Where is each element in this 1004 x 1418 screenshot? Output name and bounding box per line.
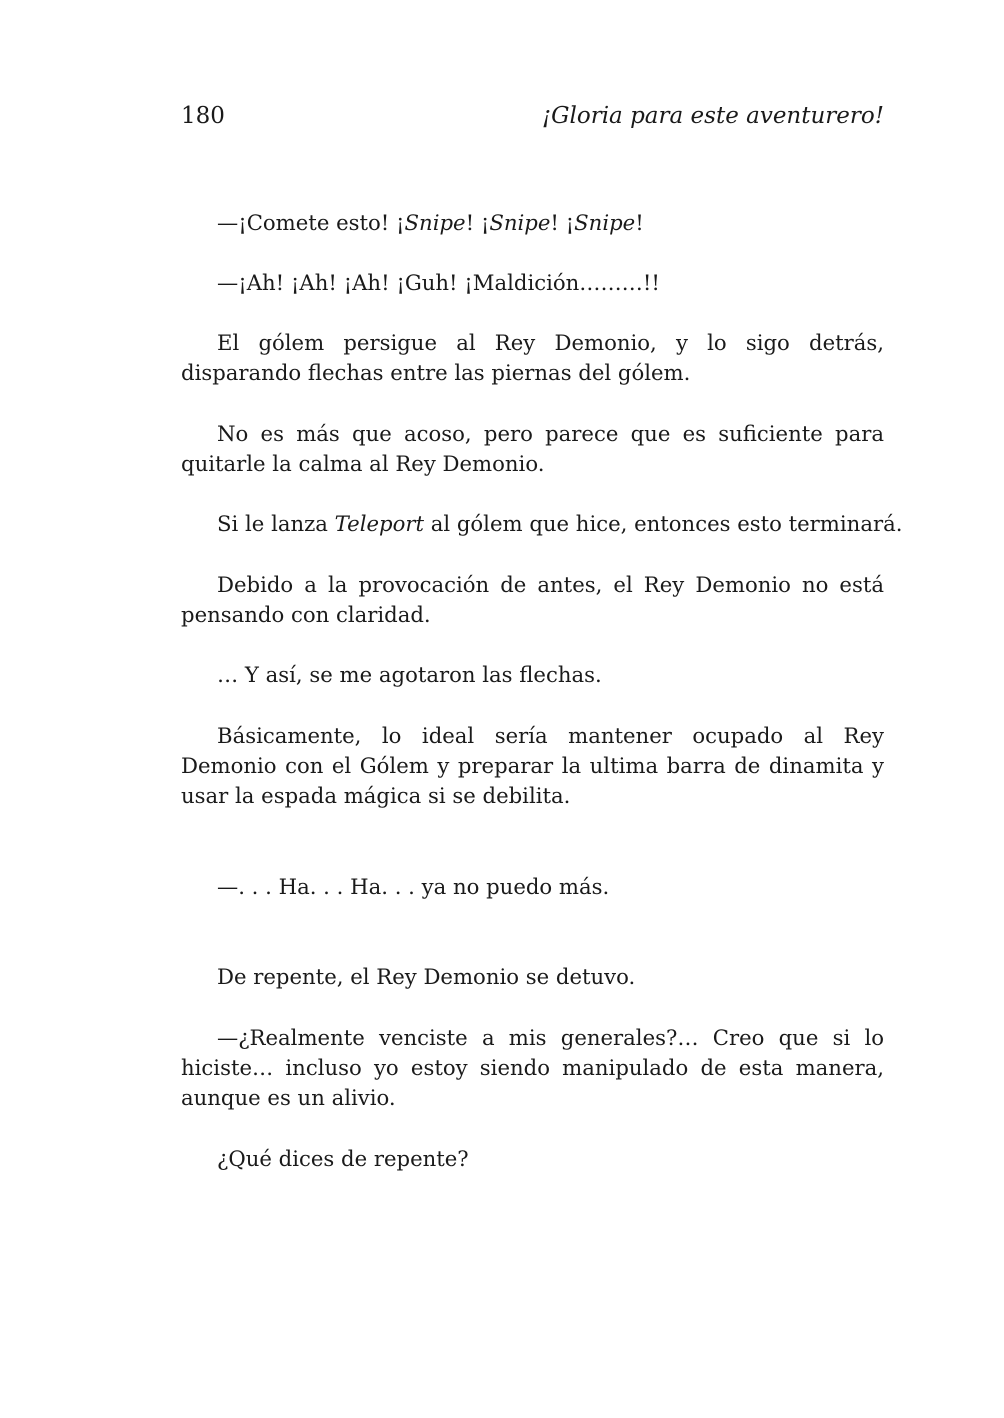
text-run: ! [635, 210, 644, 235]
paragraph-3: El gólem persigue al Rey Demonio, y lo sigo detrás, disparando flechas entre las piernas del gólem. [181, 330, 884, 386]
text-run: Si le lanza [217, 511, 335, 536]
italic-text: Snipe [574, 210, 636, 235]
paragraph-7: … Y así, se me agotaron las flechas. [217, 662, 602, 687]
page-header [181, 100, 884, 132]
text-run: al gólem que hice, entonces esto terminará. [423, 511, 903, 536]
paragraph-1 [181, 208, 884, 238]
paragraph-11: —¿Realmente venciste a mis generales?… Creo que si lo hiciste… incluso yo estoy siendo manipulado de esta manera, aunque es un alivio. [181, 1025, 884, 1111]
book-page [181, 0, 903, 1418]
text-run: ! ¡ [465, 210, 490, 235]
paragraph-9: —. . . Ha. . . Ha. . . ya no puedo más. [217, 874, 610, 899]
text-run: —¡Comete esto! ¡ [217, 210, 405, 235]
paragraph-8: Básicamente, lo ideal sería mantener ocupado al Rey Demonio con el Gólem y preparar la ultima barra de dinamita y usar la espada mágica si se debilita. [181, 723, 884, 809]
paragraph-5 [181, 509, 903, 539]
paragraph-12: ¿Qué dices de repente? [217, 1146, 469, 1171]
paragraph-10: De repente, el Rey Demonio se detuvo. [217, 964, 636, 989]
italic-text: Snipe [404, 210, 466, 235]
paragraph-4: No es más que acoso, pero parece que es suficiente para quitarle la calma al Rey Demonio. [181, 421, 884, 477]
italic-text: Teleport [334, 511, 424, 536]
running-title: ¡Gloria para este aventurero! [541, 103, 884, 129]
text-run: ! ¡ [550, 210, 575, 235]
italic-text: Snipe [489, 210, 551, 235]
paragraph-2: —¡Ah! ¡Ah! ¡Ah! ¡Guh! ¡Maldición………!! [217, 270, 660, 295]
paragraph-6: Debido a la provocación de antes, el Rey Demonio no está pensando con claridad. [181, 572, 884, 628]
page-number: 180 [181, 103, 225, 129]
